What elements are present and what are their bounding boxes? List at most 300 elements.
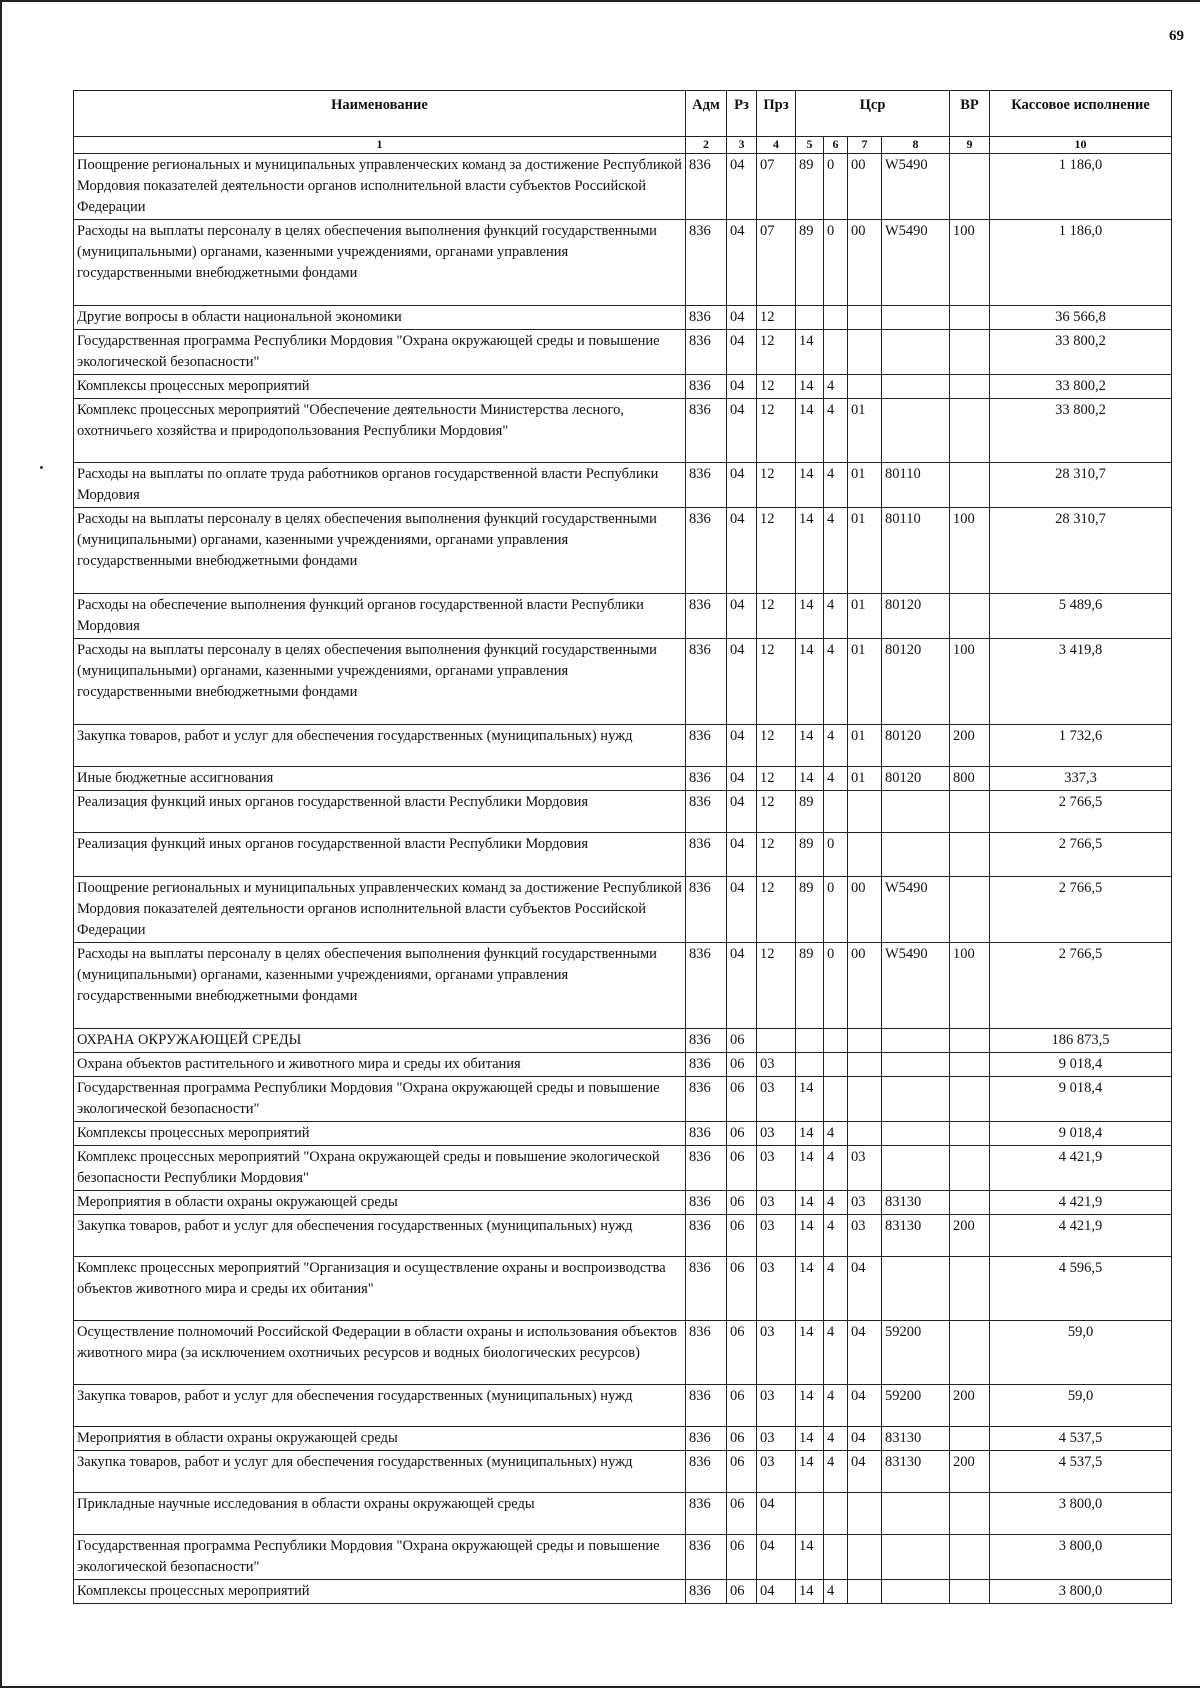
row-vr	[950, 1321, 990, 1385]
row-amount: 59,0	[990, 1321, 1172, 1385]
row-csr-subprogram	[848, 1077, 882, 1122]
row-csr-type: 0	[824, 833, 848, 877]
row-csr-direction	[882, 330, 950, 375]
row-csr-program	[796, 1493, 824, 1535]
row-prz: 12	[757, 943, 796, 1029]
row-rz: 06	[727, 1451, 757, 1493]
row-prz: 03	[757, 1385, 796, 1427]
row-rz: 06	[727, 1535, 757, 1580]
row-amount: 4 421,9	[990, 1215, 1172, 1257]
row-vr	[950, 1191, 990, 1215]
table-row	[74, 943, 1172, 1029]
row-csr-type: 0	[824, 220, 848, 306]
row-csr-subprogram: 04	[848, 1385, 882, 1427]
row-amount: 2 766,5	[990, 833, 1172, 877]
row-amount: 3 800,0	[990, 1580, 1172, 1604]
row-csr-program: 14	[796, 1535, 824, 1580]
row-csr-subprogram	[848, 1029, 882, 1053]
row-csr-direction	[882, 306, 950, 330]
table-row	[74, 725, 1172, 767]
row-amount: 3 800,0	[990, 1493, 1172, 1535]
row-csr-subprogram: 00	[848, 154, 882, 220]
row-csr-program: 14	[796, 1451, 824, 1493]
row-csr-program: 14	[796, 725, 824, 767]
row-amount: 4 421,9	[990, 1191, 1172, 1215]
row-adm: 836	[686, 833, 727, 877]
row-prz: 07	[757, 220, 796, 306]
row-csr-subprogram	[848, 1493, 882, 1535]
row-csr-type	[824, 1493, 848, 1535]
row-csr-program: 14	[796, 463, 824, 508]
row-csr-subprogram: 03	[848, 1215, 882, 1257]
row-vr: 200	[950, 1451, 990, 1493]
row-csr-subprogram: 00	[848, 943, 882, 1029]
row-vr	[950, 1257, 990, 1321]
row-amount: 28 310,7	[990, 463, 1172, 508]
row-amount: 1 186,0	[990, 220, 1172, 306]
row-csr-program: 14	[796, 1427, 824, 1451]
row-name: Комплекс процессных мероприятий "Охрана окружающей среды и повышение экологической безопасности Республики Мордовия"	[74, 1146, 686, 1191]
row-prz: 12	[757, 833, 796, 877]
table-row	[74, 463, 1172, 508]
row-name: Закупка товаров, работ и услуг для обеспечения государственных (муниципальных) нужд	[74, 1385, 686, 1427]
row-csr-subprogram	[848, 1535, 882, 1580]
row-prz: 04	[757, 1580, 796, 1604]
row-prz: 03	[757, 1191, 796, 1215]
row-adm: 836	[686, 1146, 727, 1191]
table-row	[74, 220, 1172, 306]
row-csr-type: 0	[824, 154, 848, 220]
table-row	[74, 330, 1172, 375]
row-amount: 4 421,9	[990, 1146, 1172, 1191]
row-name: Прикладные научные исследования в области охраны окружающей среды	[74, 1493, 686, 1535]
table-row	[74, 1580, 1172, 1604]
table-row	[74, 1215, 1172, 1257]
row-vr: 200	[950, 1215, 990, 1257]
row-amount: 9 018,4	[990, 1122, 1172, 1146]
header-amount: Кассовое исполнение	[990, 91, 1172, 137]
row-amount: 1 186,0	[990, 154, 1172, 220]
row-prz: 03	[757, 1053, 796, 1077]
row-csr-program: 14	[796, 1257, 824, 1321]
row-csr-subprogram	[848, 375, 882, 399]
row-csr-subprogram	[848, 306, 882, 330]
row-csr-program: 14	[796, 399, 824, 463]
table-row	[74, 1385, 1172, 1427]
row-rz: 06	[727, 1257, 757, 1321]
row-csr-subprogram: 03	[848, 1191, 882, 1215]
row-amount: 2 766,5	[990, 943, 1172, 1029]
table-row	[74, 1451, 1172, 1493]
table-row	[74, 877, 1172, 943]
table-row	[74, 1146, 1172, 1191]
row-vr: 100	[950, 508, 990, 594]
row-vr	[950, 1535, 990, 1580]
row-csr-program: 14	[796, 1215, 824, 1257]
table-row	[74, 1321, 1172, 1385]
row-adm: 836	[686, 154, 727, 220]
row-prz: 03	[757, 1321, 796, 1385]
row-csr-program	[796, 1029, 824, 1053]
row-csr-type	[824, 1053, 848, 1077]
table-row	[74, 1493, 1172, 1535]
row-name: Комплексы процессных мероприятий	[74, 375, 686, 399]
row-adm: 836	[686, 594, 727, 639]
row-vr	[950, 877, 990, 943]
row-csr-direction: 83130	[882, 1451, 950, 1493]
row-prz	[757, 1029, 796, 1053]
table-row	[74, 594, 1172, 639]
row-csr-direction: 80110	[882, 463, 950, 508]
row-csr-type: 4	[824, 1580, 848, 1604]
row-amount: 337,3	[990, 767, 1172, 791]
table-row	[74, 508, 1172, 594]
row-adm: 836	[686, 767, 727, 791]
row-prz: 12	[757, 767, 796, 791]
row-rz: 04	[727, 220, 757, 306]
row-vr: 100	[950, 639, 990, 725]
row-csr-direction: 80120	[882, 767, 950, 791]
row-amount: 2 766,5	[990, 877, 1172, 943]
row-adm: 836	[686, 1191, 727, 1215]
row-vr	[950, 399, 990, 463]
row-csr-direction	[882, 1077, 950, 1122]
row-adm: 836	[686, 1257, 727, 1321]
row-name: Государственная программа Республики Мордовия "Охрана окружающей среды и повышение экологической безопасности"	[74, 1535, 686, 1580]
row-adm: 836	[686, 791, 727, 833]
row-amount: 9 018,4	[990, 1077, 1172, 1122]
row-csr-type: 4	[824, 1215, 848, 1257]
row-name: Расходы на выплаты персоналу в целях обеспечения выполнения функций государственными (муниципальными) органами, казенными учреждениями, органами управления государственными внебюджетными фондами	[74, 943, 686, 1029]
row-name: Комплексы процессных мероприятий	[74, 1580, 686, 1604]
row-csr-direction: 83130	[882, 1191, 950, 1215]
row-csr-type: 4	[824, 639, 848, 725]
column-number: 1	[74, 137, 686, 154]
row-adm: 836	[686, 1535, 727, 1580]
row-vr	[950, 463, 990, 508]
row-csr-type: 4	[824, 508, 848, 594]
row-csr-subprogram: 01	[848, 508, 882, 594]
row-prz: 03	[757, 1451, 796, 1493]
row-amount: 3 419,8	[990, 639, 1172, 725]
row-rz: 04	[727, 508, 757, 594]
row-rz: 04	[727, 330, 757, 375]
row-name: Поощрение региональных и муниципальных управленческих команд за достижение Республикой Мордовия показателей деятельности органов исполнительной власти субъектов Российской Федерации	[74, 154, 686, 220]
row-name: Расходы на выплаты персоналу в целях обеспечения выполнения функций государственными (муниципальными) органами, казенными учреждениями, органами управления государственными внебюджетными фондами	[74, 508, 686, 594]
row-vr	[950, 594, 990, 639]
row-csr-type: 4	[824, 1146, 848, 1191]
row-adm: 836	[686, 943, 727, 1029]
column-number: 5	[796, 137, 824, 154]
table-row	[74, 1053, 1172, 1077]
row-csr-type: 4	[824, 463, 848, 508]
row-csr-subprogram: 01	[848, 725, 882, 767]
row-name: Расходы на обеспечение выполнения функций органов государственной власти Республики Мордовия	[74, 594, 686, 639]
row-csr-direction: W5490	[882, 154, 950, 220]
row-csr-direction	[882, 1053, 950, 1077]
row-vr: 100	[950, 943, 990, 1029]
row-csr-type	[824, 791, 848, 833]
row-csr-type: 4	[824, 399, 848, 463]
row-csr-direction	[882, 1029, 950, 1053]
header-prz: Прз	[757, 91, 796, 137]
row-csr-program: 14	[796, 375, 824, 399]
row-prz: 03	[757, 1122, 796, 1146]
row-vr	[950, 1580, 990, 1604]
row-prz: 12	[757, 375, 796, 399]
row-csr-program: 89	[796, 833, 824, 877]
row-amount: 33 800,2	[990, 375, 1172, 399]
row-adm: 836	[686, 1215, 727, 1257]
table-body	[74, 154, 1172, 1604]
row-csr-type: 4	[824, 1122, 848, 1146]
column-number: 2	[686, 137, 727, 154]
row-csr-direction: 83130	[882, 1427, 950, 1451]
row-rz: 04	[727, 833, 757, 877]
row-adm: 836	[686, 877, 727, 943]
row-vr	[950, 306, 990, 330]
row-csr-type: 0	[824, 877, 848, 943]
row-csr-program: 14	[796, 1321, 824, 1385]
row-vr	[950, 1053, 990, 1077]
row-csr-program	[796, 306, 824, 330]
row-csr-program	[796, 1053, 824, 1077]
row-csr-subprogram: 04	[848, 1451, 882, 1493]
row-rz: 06	[727, 1580, 757, 1604]
row-rz: 06	[727, 1215, 757, 1257]
row-rz: 04	[727, 594, 757, 639]
row-vr	[950, 330, 990, 375]
row-name: Комплекс процессных мероприятий "Организация и осуществление охраны и воспроизводства объектов животного мира и среды их обитания"	[74, 1257, 686, 1321]
row-csr-direction	[882, 1122, 950, 1146]
row-csr-program: 89	[796, 154, 824, 220]
header-vr: ВР	[950, 91, 990, 137]
row-csr-direction: 80120	[882, 725, 950, 767]
row-csr-type: 4	[824, 725, 848, 767]
row-adm: 836	[686, 1493, 727, 1535]
row-csr-type	[824, 1077, 848, 1122]
row-adm: 836	[686, 1077, 727, 1122]
row-csr-direction: 59200	[882, 1385, 950, 1427]
column-number: 7	[848, 137, 882, 154]
row-adm: 836	[686, 1122, 727, 1146]
row-prz: 07	[757, 154, 796, 220]
row-amount: 4 537,5	[990, 1451, 1172, 1493]
budget-execution-table	[73, 90, 1172, 1604]
row-rz: 06	[727, 1077, 757, 1122]
table-row	[74, 833, 1172, 877]
row-csr-direction: 83130	[882, 1215, 950, 1257]
row-name: Осуществление полномочий Российской Федерации в области охраны и использования объектов животного мира (за исключением охотничьих ресурсов и водных биологических ресурсов)	[74, 1321, 686, 1385]
row-csr-type: 4	[824, 1385, 848, 1427]
table-row	[74, 1191, 1172, 1215]
row-rz: 04	[727, 943, 757, 1029]
row-rz: 06	[727, 1385, 757, 1427]
row-amount: 36 566,8	[990, 306, 1172, 330]
row-rz: 06	[727, 1146, 757, 1191]
row-name: Мероприятия в области охраны окружающей среды	[74, 1427, 686, 1451]
row-csr-subprogram: 00	[848, 877, 882, 943]
row-amount: 2 766,5	[990, 791, 1172, 833]
row-adm: 836	[686, 639, 727, 725]
row-name: Комплекс процессных мероприятий "Обеспечение деятельности Министерства лесного, охотничьего хозяйства и природопользования Республики Мордовия"	[74, 399, 686, 463]
row-csr-subprogram	[848, 1580, 882, 1604]
row-amount: 28 310,7	[990, 508, 1172, 594]
row-rz: 06	[727, 1029, 757, 1053]
row-name: ОХРАНА ОКРУЖАЮЩЕЙ СРЕДЫ	[74, 1029, 686, 1053]
row-csr-program: 14	[796, 1385, 824, 1427]
column-number: 3	[727, 137, 757, 154]
row-amount: 3 800,0	[990, 1535, 1172, 1580]
row-amount: 9 018,4	[990, 1053, 1172, 1077]
row-vr	[950, 833, 990, 877]
row-prz: 12	[757, 639, 796, 725]
row-adm: 836	[686, 306, 727, 330]
row-csr-program: 89	[796, 791, 824, 833]
row-csr-type	[824, 306, 848, 330]
row-adm: 836	[686, 725, 727, 767]
row-amount: 1 732,6	[990, 725, 1172, 767]
row-rz: 04	[727, 463, 757, 508]
row-csr-type	[824, 1029, 848, 1053]
row-amount: 33 800,2	[990, 330, 1172, 375]
row-adm: 836	[686, 399, 727, 463]
page-frame-top	[0, 0, 1200, 2]
row-csr-subprogram	[848, 791, 882, 833]
row-csr-subprogram	[848, 1122, 882, 1146]
row-vr	[950, 1122, 990, 1146]
row-csr-program: 14	[796, 594, 824, 639]
row-name: Закупка товаров, работ и услуг для обеспечения государственных (муниципальных) нужд	[74, 725, 686, 767]
row-csr-direction: 59200	[882, 1321, 950, 1385]
row-csr-direction	[882, 1493, 950, 1535]
row-adm: 836	[686, 1451, 727, 1493]
row-csr-subprogram: 03	[848, 1146, 882, 1191]
row-amount: 33 800,2	[990, 399, 1172, 463]
header-name: Наименование	[74, 91, 686, 137]
row-name: Закупка товаров, работ и услуг для обеспечения государственных (муниципальных) нужд	[74, 1451, 686, 1493]
row-name: Закупка товаров, работ и услуг для обеспечения государственных (муниципальных) нужд	[74, 1215, 686, 1257]
row-csr-program: 14	[796, 1122, 824, 1146]
row-csr-program: 14	[796, 1580, 824, 1604]
page-frame-left	[0, 0, 2, 1688]
table-row	[74, 306, 1172, 330]
row-rz: 04	[727, 639, 757, 725]
row-csr-subprogram	[848, 330, 882, 375]
row-csr-program: 14	[796, 1191, 824, 1215]
row-amount: 4 596,5	[990, 1257, 1172, 1321]
row-csr-direction: 80120	[882, 594, 950, 639]
table-row	[74, 1535, 1172, 1580]
row-name: Расходы на выплаты персоналу в целях обеспечения выполнения функций государственными (муниципальными) органами, казенными учреждениями, органами управления государственными внебюджетными фондами	[74, 220, 686, 306]
row-adm: 836	[686, 220, 727, 306]
row-csr-direction: 80110	[882, 508, 950, 594]
row-csr-type: 4	[824, 1191, 848, 1215]
row-csr-type: 4	[824, 1321, 848, 1385]
row-prz: 12	[757, 306, 796, 330]
table-row	[74, 1122, 1172, 1146]
row-adm: 836	[686, 508, 727, 594]
row-prz: 03	[757, 1146, 796, 1191]
page-number: 69	[1169, 28, 1184, 44]
row-adm: 836	[686, 1029, 727, 1053]
row-csr-type: 4	[824, 594, 848, 639]
row-prz: 03	[757, 1257, 796, 1321]
row-name: Другие вопросы в области национальной экономики	[74, 306, 686, 330]
row-csr-program: 89	[796, 943, 824, 1029]
row-csr-subprogram: 01	[848, 463, 882, 508]
row-vr	[950, 1146, 990, 1191]
row-rz: 04	[727, 306, 757, 330]
row-csr-program: 89	[796, 877, 824, 943]
row-csr-subprogram: 04	[848, 1427, 882, 1451]
table-row	[74, 639, 1172, 725]
row-csr-subprogram: 01	[848, 639, 882, 725]
header-row	[74, 91, 1172, 137]
row-csr-subprogram: 04	[848, 1321, 882, 1385]
row-csr-direction: W5490	[882, 220, 950, 306]
scan-dot-mark	[40, 466, 43, 469]
table-row	[74, 375, 1172, 399]
row-rz: 06	[727, 1053, 757, 1077]
row-name: Расходы на выплаты по оплате труда работников органов государственной власти Республики Мордовия	[74, 463, 686, 508]
column-number-row	[74, 137, 1172, 154]
row-rz: 04	[727, 399, 757, 463]
row-csr-subprogram: 04	[848, 1257, 882, 1321]
row-rz: 04	[727, 791, 757, 833]
row-vr: 200	[950, 725, 990, 767]
row-rz: 06	[727, 1321, 757, 1385]
row-csr-type: 0	[824, 943, 848, 1029]
row-name: Поощрение региональных и муниципальных управленческих команд за достижение Республикой Мордовия показателей деятельности органов исполнительной власти субъектов Российской Федерации	[74, 877, 686, 943]
row-amount: 59,0	[990, 1385, 1172, 1427]
row-vr	[950, 1493, 990, 1535]
row-adm: 836	[686, 330, 727, 375]
row-prz: 03	[757, 1077, 796, 1122]
table-row	[74, 1077, 1172, 1122]
row-prz: 12	[757, 508, 796, 594]
row-csr-program: 14	[796, 508, 824, 594]
row-adm: 836	[686, 1385, 727, 1427]
row-name: Реализация функций иных органов государственной власти Республики Мордовия	[74, 833, 686, 877]
column-number: 10	[990, 137, 1172, 154]
row-csr-type: 4	[824, 375, 848, 399]
row-rz: 04	[727, 725, 757, 767]
row-adm: 836	[686, 463, 727, 508]
row-adm: 836	[686, 1427, 727, 1451]
table-row	[74, 791, 1172, 833]
column-number: 8	[882, 137, 950, 154]
row-csr-type: 4	[824, 1451, 848, 1493]
row-csr-type: 4	[824, 1257, 848, 1321]
row-csr-direction	[882, 1580, 950, 1604]
row-prz: 12	[757, 330, 796, 375]
row-csr-direction	[882, 375, 950, 399]
row-csr-subprogram: 01	[848, 594, 882, 639]
row-csr-direction	[882, 833, 950, 877]
row-csr-subprogram: 01	[848, 767, 882, 791]
row-csr-program: 89	[796, 220, 824, 306]
row-csr-subprogram: 01	[848, 399, 882, 463]
header-csr: Цср	[796, 91, 950, 137]
row-rz: 04	[727, 877, 757, 943]
row-name: Реализация функций иных органов государственной власти Республики Мордовия	[74, 791, 686, 833]
row-rz: 06	[727, 1493, 757, 1535]
row-vr: 100	[950, 220, 990, 306]
row-csr-direction	[882, 1535, 950, 1580]
row-name: Мероприятия в области охраны окружающей среды	[74, 1191, 686, 1215]
header-rz: Рз	[727, 91, 757, 137]
